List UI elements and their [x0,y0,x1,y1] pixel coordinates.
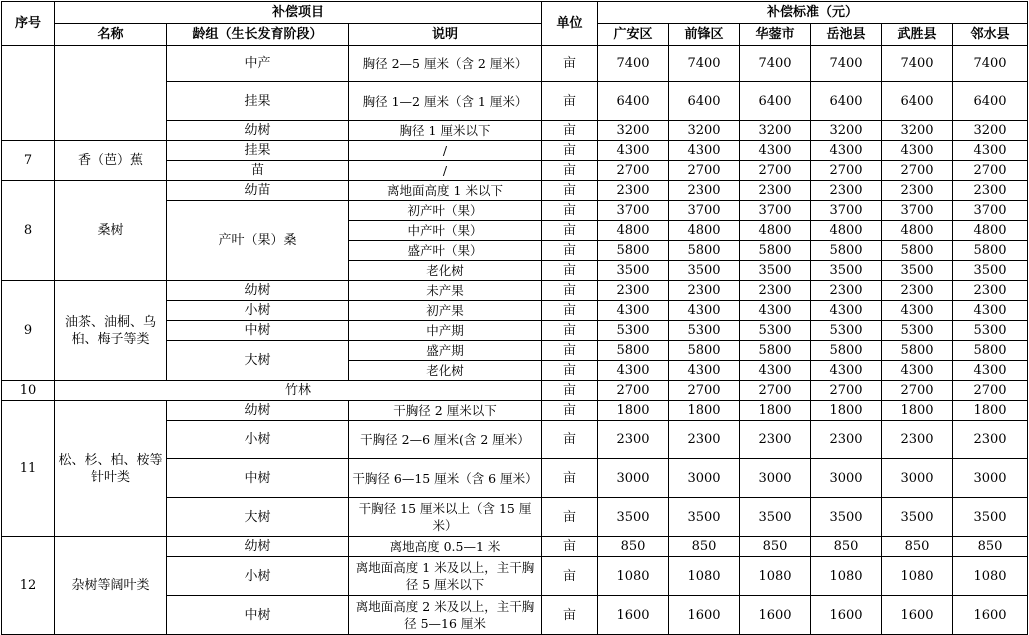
value-cell: 3700 [953,201,1028,221]
value-cell: 3700 [740,201,811,221]
desc-cell: 盛产期 [349,341,542,361]
value-cell: 3200 [740,121,811,141]
value-cell: 7400 [882,46,953,82]
value-cell: 5800 [953,341,1028,361]
unit-cell: 亩 [542,201,598,221]
value-cell: 2700 [740,161,811,181]
value-cell: 1800 [598,401,669,421]
value-cell: 1800 [882,401,953,421]
age-cell: 小树 [167,301,349,321]
value-cell: 2300 [598,181,669,201]
value-cell: 850 [740,537,811,557]
value-cell: 1600 [598,596,669,635]
desc-cell: 干胸径 2 厘米以下 [349,401,542,421]
seq-cell: 12 [2,537,55,635]
value-cell: 6400 [740,82,811,121]
table-row [2,181,1028,201]
value-cell: 2700 [882,381,953,401]
value-cell: 3500 [811,498,882,537]
value-cell: 4800 [598,221,669,241]
region-header: 邻水县 [953,24,1028,46]
value-cell: 4300 [740,301,811,321]
value-cell: 5300 [740,321,811,341]
value-cell: 1080 [669,557,740,596]
value-cell: 2300 [811,181,882,201]
unit-header: 单位 [542,2,598,46]
value-cell: 4300 [811,301,882,321]
value-cell: 2300 [882,421,953,459]
value-cell: 4300 [740,361,811,381]
value-cell: 3000 [882,459,953,498]
value-cell: 850 [669,537,740,557]
desc-cell: 盛产叶（果） [349,241,542,261]
value-cell: 5300 [811,321,882,341]
desc-cell: 中产期 [349,321,542,341]
value-cell: 3200 [811,121,882,141]
value-cell: 3500 [953,261,1028,281]
table-row [2,281,1028,301]
desc-cell: 干胸径 15 厘米以上（含 15 厘米） [349,498,542,537]
value-cell: 4300 [953,301,1028,321]
value-cell: 3000 [811,459,882,498]
unit-cell: 亩 [542,498,598,537]
desc-cell: 中产叶（果） [349,221,542,241]
table-row [2,401,1028,421]
name-cell: 杂树等阔叶类 [55,537,167,635]
name-header: 名称 [55,24,167,46]
value-cell: 2700 [811,381,882,401]
value-cell: 3500 [882,498,953,537]
value-cell: 2300 [953,281,1028,301]
value-cell: 7400 [953,46,1028,82]
value-cell: 3500 [740,261,811,281]
value-cell: 3700 [669,201,740,221]
desc-header: 说明 [349,24,542,46]
age-cell: 中树 [167,596,349,635]
compensation-table [1,1,1028,635]
value-cell: 5800 [953,241,1028,261]
seq-cell: 7 [2,141,55,181]
value-cell: 5800 [598,341,669,361]
region-header: 武胜县 [882,24,953,46]
value-cell: 1800 [811,401,882,421]
desc-cell: 离地面高度 1 米及以上，主干胸径 5 厘米以下 [349,557,542,596]
value-cell: 5300 [953,321,1028,341]
value-cell: 1800 [740,401,811,421]
age-cell: 小树 [167,421,349,459]
value-cell: 6400 [598,82,669,121]
value-cell: 2300 [953,181,1028,201]
value-cell: 4800 [953,221,1028,241]
value-cell: 3700 [598,201,669,221]
value-cell: 7400 [598,46,669,82]
value-cell: 2700 [953,161,1028,181]
value-cell: 5800 [740,241,811,261]
age-cell: 幼树 [167,401,349,421]
age-cell: 产叶（果）桑 [167,201,349,281]
value-cell: 4300 [811,141,882,161]
value-cell: 3500 [669,261,740,281]
desc-cell: 老化树 [349,361,542,381]
value-cell: 2700 [953,381,1028,401]
age-cell: 幼树 [167,121,349,141]
value-cell: 4300 [669,141,740,161]
unit-cell: 亩 [542,181,598,201]
unit-cell: 亩 [542,141,598,161]
value-cell: 2700 [882,161,953,181]
value-cell: 2300 [669,281,740,301]
unit-cell: 亩 [542,121,598,141]
value-cell: 2700 [669,381,740,401]
value-cell: 3700 [882,201,953,221]
value-cell: 4300 [811,361,882,381]
value-cell: 4300 [882,361,953,381]
region-header: 前锋区 [669,24,740,46]
unit-cell: 亩 [542,221,598,241]
unit-cell: 亩 [542,261,598,281]
value-cell: 4300 [598,301,669,321]
value-cell: 1600 [669,596,740,635]
value-cell: 2300 [740,181,811,201]
value-cell: 3200 [598,121,669,141]
value-cell: 6400 [882,82,953,121]
value-cell: 3500 [882,261,953,281]
value-cell: 2300 [882,281,953,301]
unit-cell: 亩 [542,361,598,381]
age-header: 龄组（生长发育阶段） [167,24,349,46]
name-cell: 香（芭）蕉 [55,141,167,181]
value-cell: 1600 [811,596,882,635]
value-cell: 7400 [740,46,811,82]
value-cell: 4300 [669,361,740,381]
value-cell: 4300 [669,301,740,321]
project-header: 补偿项目 [55,2,542,24]
value-cell: 850 [598,537,669,557]
name-cell: 竹林 [55,381,542,401]
table-body [2,46,1028,635]
value-cell: 2700 [811,161,882,181]
value-cell: 5300 [669,321,740,341]
age-cell: 苗 [167,161,349,181]
unit-cell: 亩 [542,557,598,596]
desc-cell: 初产叶（果） [349,201,542,221]
desc-cell: 胸径 1 厘米以下 [349,121,542,141]
value-cell: 4300 [740,141,811,161]
value-cell: 1080 [953,557,1028,596]
seq-header: 序号 [2,2,55,46]
header-row-2 [2,24,1028,46]
value-cell: 3700 [811,201,882,221]
value-cell: 2300 [669,421,740,459]
seq-cell [2,46,55,141]
value-cell: 2300 [882,181,953,201]
value-cell: 4800 [669,221,740,241]
value-cell: 3000 [953,459,1028,498]
value-cell: 1080 [811,557,882,596]
value-cell: 4300 [953,141,1028,161]
value-cell: 2300 [811,421,882,459]
value-cell: 3500 [598,498,669,537]
value-cell: 5800 [882,341,953,361]
age-cell: 幼树 [167,537,349,557]
value-cell: 850 [811,537,882,557]
value-cell: 2300 [598,421,669,459]
desc-cell: 干胸径 6—15 厘米（含 6 厘米） [349,459,542,498]
age-cell: 中产 [167,46,349,82]
unit-cell: 亩 [542,46,598,82]
value-cell: 4300 [882,141,953,161]
value-cell: 7400 [811,46,882,82]
value-cell: 5800 [598,241,669,261]
value-cell: 6400 [953,82,1028,121]
unit-cell: 亩 [542,421,598,459]
unit-cell: 亩 [542,281,598,301]
value-cell: 4300 [882,301,953,321]
desc-cell: 未产果 [349,281,542,301]
value-cell: 3000 [669,459,740,498]
value-cell: 3500 [953,498,1028,537]
desc-cell: 初产果 [349,301,542,321]
value-cell: 4300 [598,361,669,381]
value-cell: 2300 [953,421,1028,459]
unit-cell: 亩 [542,596,598,635]
unit-cell: 亩 [542,537,598,557]
name-cell: 松、杉、柏、桉等针叶类 [55,401,167,537]
value-cell: 6400 [811,82,882,121]
seq-cell: 11 [2,401,55,537]
value-cell: 3500 [811,261,882,281]
name-cell: 油茶、油桐、乌桕、梅子等类 [55,281,167,381]
value-cell: 5800 [669,241,740,261]
unit-cell: 亩 [542,401,598,421]
value-cell: 6400 [669,82,740,121]
table-row [2,381,1028,401]
age-cell: 挂果 [167,141,349,161]
value-cell: 3500 [740,498,811,537]
value-cell: 7400 [669,46,740,82]
value-cell: 1800 [669,401,740,421]
value-cell: 850 [882,537,953,557]
age-cell: 大树 [167,341,349,381]
value-cell: 4300 [953,361,1028,381]
unit-cell: 亩 [542,301,598,321]
value-cell: 1080 [740,557,811,596]
value-cell: 2700 [598,161,669,181]
value-cell: 5300 [598,321,669,341]
value-cell: 5800 [740,341,811,361]
desc-cell: 老化树 [349,261,542,281]
value-cell: 1080 [882,557,953,596]
value-cell: 3000 [740,459,811,498]
age-cell: 幼苗 [167,181,349,201]
unit-cell: 亩 [542,241,598,261]
table-row [2,537,1028,557]
table-row [2,141,1028,161]
value-cell: 5800 [811,341,882,361]
desc-cell: 干胸径 2—6 厘米(含 2 厘米） [349,421,542,459]
value-cell: 2300 [669,181,740,201]
value-cell: 3200 [669,121,740,141]
unit-cell: 亩 [542,161,598,181]
desc-cell: / [349,161,542,181]
age-cell: 大树 [167,498,349,537]
value-cell: 2700 [669,161,740,181]
value-cell: 1080 [598,557,669,596]
value-cell: 5800 [882,241,953,261]
value-cell: 3200 [953,121,1028,141]
value-cell: 850 [953,537,1028,557]
name-cell [55,46,167,141]
desc-cell: 离地面高度 1 米以下 [349,181,542,201]
value-cell: 5300 [882,321,953,341]
value-cell: 3200 [882,121,953,141]
value-cell: 3000 [598,459,669,498]
age-cell: 幼树 [167,281,349,301]
desc-cell: 胸径 1—2 厘米（含 1 厘米） [349,82,542,121]
value-cell: 1600 [740,596,811,635]
value-cell: 2300 [740,281,811,301]
value-cell: 3500 [598,261,669,281]
value-cell: 2300 [598,281,669,301]
region-header: 岳池县 [811,24,882,46]
value-cell: 2700 [598,381,669,401]
seq-cell: 10 [2,381,55,401]
desc-cell: 离地高度 0.5—1 米 [349,537,542,557]
desc-cell: 离地面高度 2 米及以上，主干胸径 5—16 厘米 [349,596,542,635]
table-row [2,46,1028,82]
unit-cell: 亩 [542,321,598,341]
value-cell: 3500 [669,498,740,537]
age-cell: 中树 [167,459,349,498]
region-header: 华蓥市 [740,24,811,46]
unit-cell: 亩 [542,82,598,121]
region-header: 广安区 [598,24,669,46]
name-cell: 桑树 [55,181,167,281]
age-cell: 挂果 [167,82,349,121]
age-cell: 小树 [167,557,349,596]
value-cell: 2300 [740,421,811,459]
seq-cell: 8 [2,181,55,281]
unit-cell: 亩 [542,341,598,361]
value-cell: 4300 [598,141,669,161]
value-cell: 4800 [882,221,953,241]
header-row-1 [2,2,1028,24]
value-cell: 1800 [953,401,1028,421]
value-cell: 2700 [740,381,811,401]
unit-cell: 亩 [542,381,598,401]
age-cell: 中树 [167,321,349,341]
unit-cell: 亩 [542,459,598,498]
value-cell: 4800 [811,221,882,241]
value-cell: 1600 [882,596,953,635]
value-cell: 5800 [669,341,740,361]
value-cell: 2300 [811,281,882,301]
value-cell: 1600 [953,596,1028,635]
value-cell: 4800 [740,221,811,241]
seq-cell: 9 [2,281,55,381]
standard-header: 补偿标准（元） [598,2,1028,24]
desc-cell: 胸径 2—5 厘米（含 2 厘米） [349,46,542,82]
value-cell: 5800 [811,241,882,261]
desc-cell: / [349,141,542,161]
